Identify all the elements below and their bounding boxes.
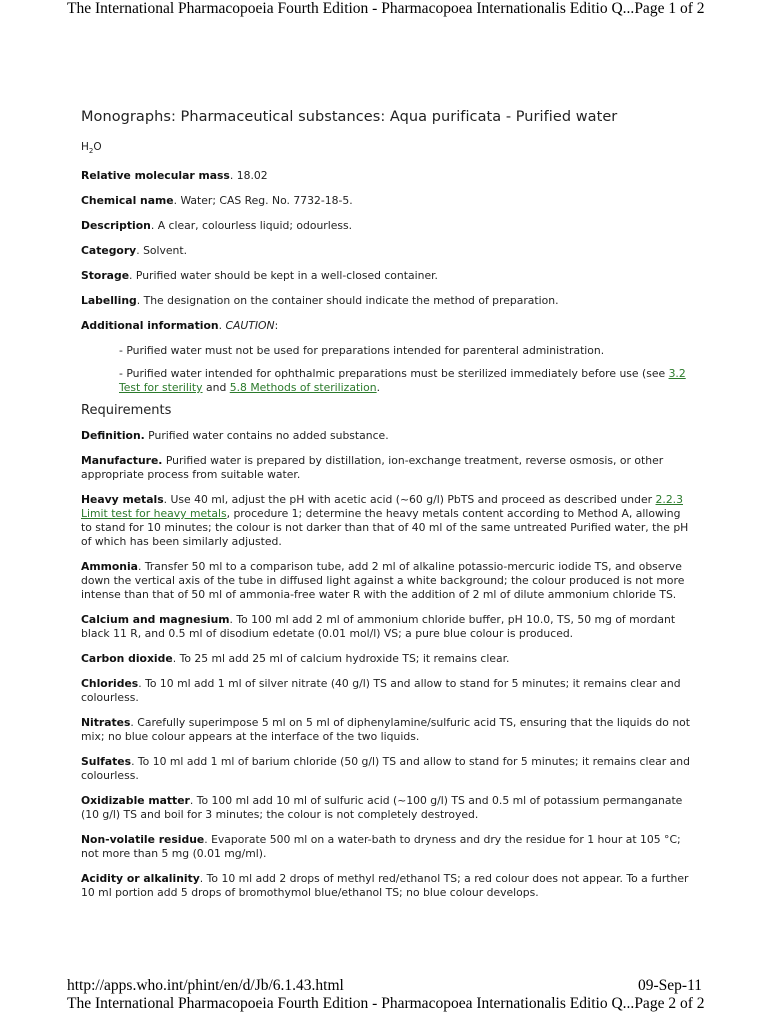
relative-molecular-mass: Relative molecular mass. 18.02	[81, 169, 268, 183]
carbon-dioxide: Carbon dioxide. To 25 ml add 25 ml of calcium hydroxide TS; it remains clear.	[81, 652, 510, 666]
footer-date: 09-Sep-11	[638, 977, 702, 994]
definition: Definition. Purified water contains no added substance.	[81, 429, 389, 443]
page-title: Monographs: Pharmaceutical substances: Aqua purificata - Purified water	[81, 109, 618, 125]
nitrates: Nitrates. Carefully superimpose 5 ml on 5 ml of diphenylamine/sulfuric acid TS, ensuring that the liquids do not mix; no blue colour appears at the interface of the two liquids.	[81, 716, 691, 744]
manufacture: Manufacture. Purified water is prepared by distillation, ion-exchange treatment, reverse osmosis, or other appropriate process from suitable water.	[81, 454, 664, 482]
requirements-heading: Requirements	[81, 403, 172, 419]
oxidizable-matter: Oxidizable matter. To 100 ml add 10 ml of sulfuric acid (~100 g/l) TS and 0.5 ml of potassium permanganate (10 g/l) TS and boil for 3 minutes; the colour is not completely destroyed.	[81, 794, 683, 822]
additional-information: Additional information. CAUTION:	[81, 319, 279, 333]
category: Category. Solvent.	[81, 244, 188, 258]
link-limit-test-heavy-metals[interactable]: 2.2.3 Limit test for heavy metals	[81, 493, 683, 521]
link-test-for-sterility[interactable]: 3.2 Test for sterility	[119, 367, 686, 395]
footer-page-number: Page 2 of 2	[634, 995, 705, 1012]
ammonia: Ammonia. Transfer 50 ml to a comparison tube, add 2 ml of alkaline potassio-mercuric iodide TS, and observe down the vertical axis of the tube in diffused light against a white background; the colour produced is not more intense than that of 50 ml of ammonia-free water R with the addition of 2 ml of dilute ammonium chloride TS.	[81, 560, 685, 602]
heavy-metals: Heavy metals. Use 40 ml, adjust the pH with acetic acid (~60 g/l) PbTS and proceed as described under 2.2.3 Limit test for heavy metals, procedure 1; determine the heavy metals content according to Method A, allowing to stand for 10 minutes; the colour is not darker than that of 40 ml of the same untreated Purified water, the pH of which has been similarly adjusted.	[81, 493, 689, 549]
calcium-and-magnesium: Calcium and magnesium. To 100 ml add 2 ml of ammonium chloride buffer, pH 10.0, TS, 50 mg of mordant black 11 R, and 0.5 ml of disodium edetate (0.01 mol/l) VS; a pure blue colour is produced.	[81, 613, 676, 641]
storage: Storage. Purified water should be kept in a well-closed container.	[81, 269, 438, 283]
non-volatile-residue: Non-volatile residue. Evaporate 500 ml on a water-bath to dryness and dry the residue for 1 hour at 105 °C; not more than 5 mg (0.01 mg/ml).	[81, 833, 681, 861]
chemical-formula: $H_2O$	[81, 141, 102, 156]
header-title: The International Pharmacopoeia Fourth Edition - Pharmacopoea Internationalis Editio Q...	[67, 0, 635, 17]
chlorides: Chlorides. To 10 ml add 1 ml of silver nitrate (40 g/l) TS and allow to stand for 5 minutes; it remains clear and colourless.	[81, 677, 681, 705]
sulfates: Sulfates. To 10 ml add 1 ml of barium chloride (50 g/l) TS and allow to stand for 5 minutes; it remains clear and colourless.	[81, 755, 690, 783]
print-footer-url-line	[67, 977, 702, 997]
header-page-number: Page 1 of 2	[634, 0, 705, 17]
print-footer-title-line	[67, 995, 705, 1015]
caution-item-parenteral: - Purified water must not be used for preparations intended for parenteral administration.	[119, 344, 605, 358]
acidity-or-alkalinity: Acidity or alkalinity. To 10 ml add 2 drops of methyl red/ethanol TS; a red colour does not appear. To a further 10 ml portion add 5 drops of bromothymol blue/ethanol TS; no blue colour develops.	[81, 872, 689, 900]
footer-title: The International Pharmacopoeia Fourth Edition - Pharmacopoea Internationalis Editio Q...	[67, 995, 635, 1012]
footer-url: http://apps.who.int/phint/en/d/Jb/6.1.43.html	[67, 977, 344, 994]
monograph-content	[81, 110, 693, 911]
labelling: Labelling. The designation on the container should indicate the method of preparation.	[81, 294, 559, 308]
chemical-name: Chemical name. Water; CAS Reg. No. 7732-18-5.	[81, 194, 353, 208]
description: Description. A clear, colourless liquid; odourless.	[81, 219, 353, 233]
print-header	[67, 0, 705, 20]
caution-item-ophthalmic: - Purified water intended for ophthalmic preparations must be sterilized immediately before use (see 3.2 Test for sterility and 5.8 Methods of sterilization.	[119, 367, 686, 395]
link-methods-of-sterilization[interactable]: 5.8 Methods of sterilization	[229, 381, 377, 395]
